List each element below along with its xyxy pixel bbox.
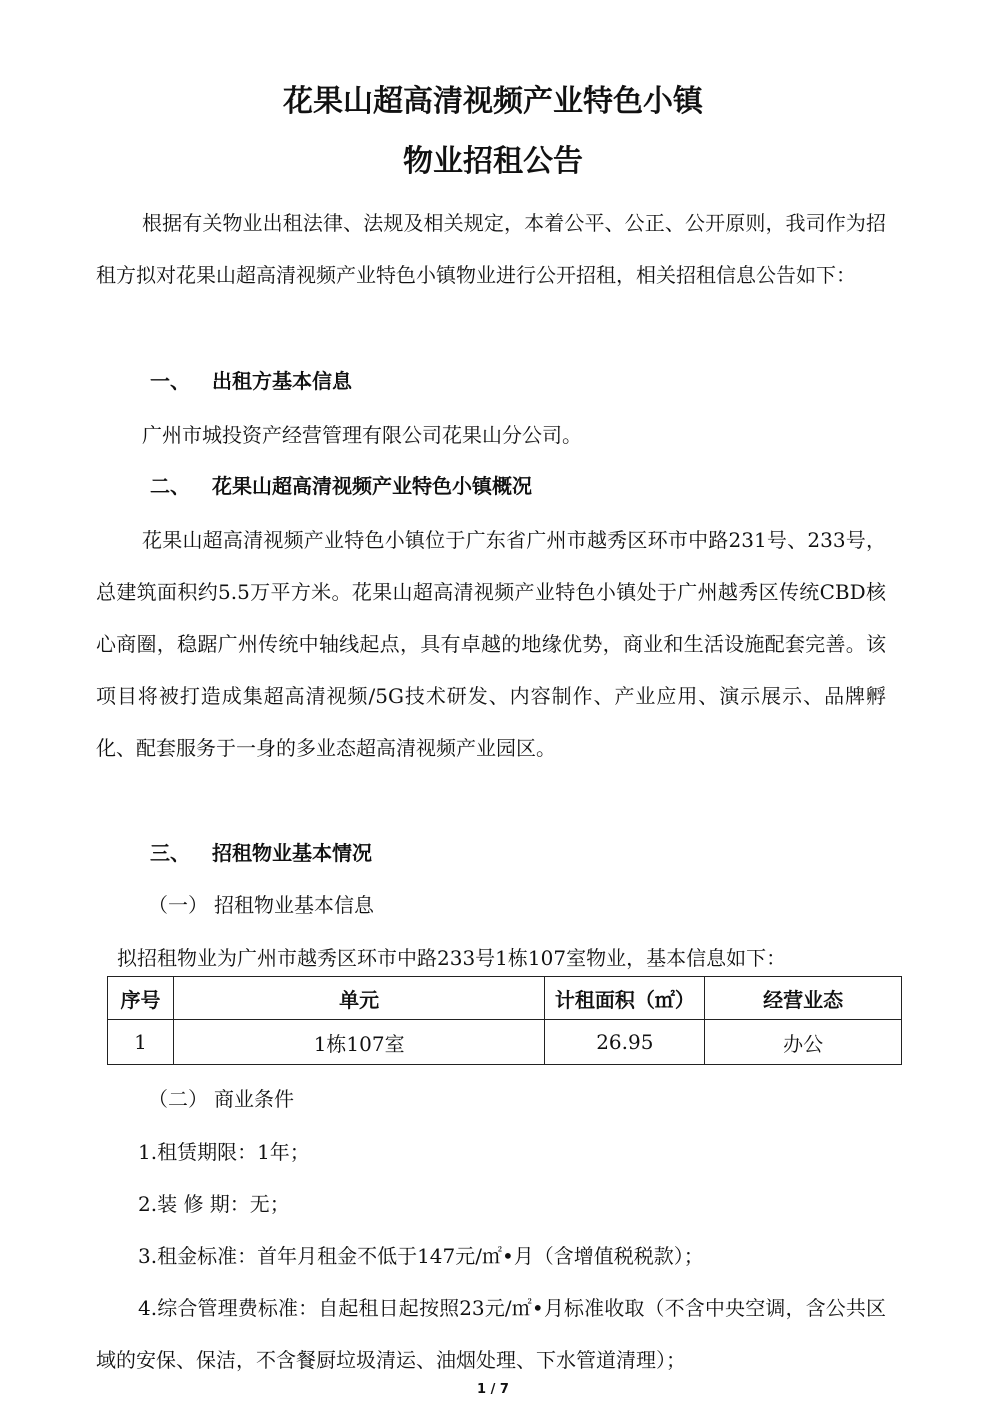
section2-heading xyxy=(150,471,532,501)
section2-number: 二、 xyxy=(150,474,190,498)
table-header-index: 序号 xyxy=(108,977,174,1020)
document-title-line2: 物业招租公告 xyxy=(403,144,583,179)
table-cell-business-type: 办公 xyxy=(705,1020,902,1065)
table-header-area: 计租面积（㎡） xyxy=(545,977,705,1020)
subsection1-heading xyxy=(148,890,374,920)
condition-item-decoration-period: 2.装 修 期：无； xyxy=(138,1192,290,1216)
section3-heading xyxy=(150,838,372,868)
table-cell-index: 1 xyxy=(108,1020,174,1065)
table-row xyxy=(108,1020,902,1065)
table-cell-unit: 1栋107室 xyxy=(173,1020,544,1065)
subsection1-intro: 拟招租物业为广州市越秀区环市中路233号1栋107室物业，基本信息如下： xyxy=(117,946,787,970)
section1-heading xyxy=(150,366,352,396)
subsection2-heading xyxy=(148,1084,294,1114)
section1-title: 出租方基本信息 xyxy=(212,369,352,393)
section1-number: 一、 xyxy=(150,369,190,393)
subsection1-number: （一） xyxy=(148,893,208,917)
section3-title: 招租物业基本情况 xyxy=(212,841,372,865)
page-number: 1 / 7 xyxy=(477,1382,509,1397)
section3-number: 三、 xyxy=(150,841,190,865)
subsection2-number: （二） xyxy=(148,1087,208,1111)
subsection1-title: 招租物业基本信息 xyxy=(214,893,374,917)
section2-title: 花果山超高清视频产业特色小镇概况 xyxy=(212,474,532,498)
document-title-line1: 花果山超高清视频产业特色小镇 xyxy=(283,84,703,119)
section2-body: 花果山超高清视频产业特色小镇位于广东省广州市越秀区环市中路231号、233号，总建筑面积约5.5万平方米。花果山超高清视频产业特色小镇处于广州越秀区传统CBD核心商圈，稳踞广州传统中轴线起点，具有卓越的地缘优势，商业和生活设施配套完善。该项目将被打造成集超高清视频/5G技术研发、内容制作、产业应用、演示展示、品牌孵化、配套服务于一身的多业态超高清视频产业园区。 xyxy=(96,528,886,760)
subsection2-title: 商业条件 xyxy=(214,1087,294,1111)
condition-item-lease-term: 1.租赁期限：1年； xyxy=(138,1140,310,1164)
condition-item-management-fee: 4.综合管理费标准：自起租日起按照23元/㎡•月标准收取（不含中央空调，含公共区域的安保、保洁，不含餐厨垃圾清运、油烟处理、下水管道清理）； xyxy=(96,1296,886,1372)
table-header-business-type: 经营业态 xyxy=(705,977,902,1020)
table-header-unit: 单元 xyxy=(173,977,544,1020)
condition-item-rent-standard: 3.租金标准：首年月租金不低于147元/㎡•月（含增值税税款）； xyxy=(138,1244,704,1268)
intro-paragraph: 根据有关物业出租法律、法规及相关规定，本着公平、公正、公开原则，我司作为招租方拟对花果山超高清视频产业特色小镇物业进行公开招租，相关招租信息公告如下： xyxy=(96,211,886,287)
property-table xyxy=(107,976,902,1065)
section1-body: 广州市城投资产经营管理有限公司花果山分公司。 xyxy=(142,423,582,447)
table-cell-area: 26.95 xyxy=(545,1020,705,1065)
table-header-row xyxy=(108,977,902,1020)
